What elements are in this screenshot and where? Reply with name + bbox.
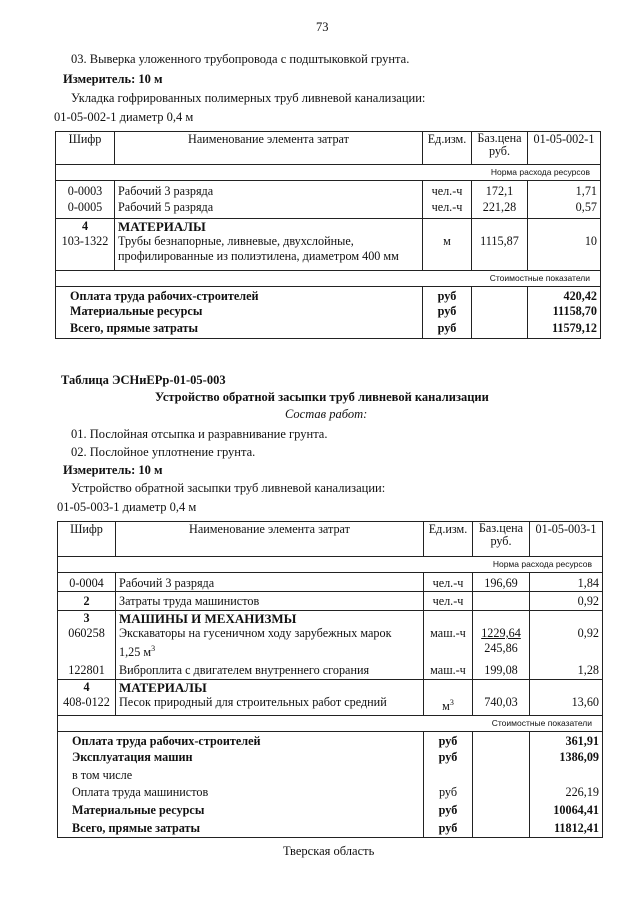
row-name: Рабочий 3 разряда [116, 573, 424, 592]
cost-table-2 [57, 521, 603, 838]
row-value: 13,60 [530, 680, 603, 716]
group-number: 4 [83, 680, 90, 694]
summary-value: 11158,70 [528, 304, 601, 321]
summary-value: 11812,41 [530, 821, 603, 838]
row-price: 172,1 [472, 181, 528, 200]
material-code: 408-0122 [63, 695, 110, 709]
machine-name-line-2: 1,25 $м^3$ [119, 644, 156, 660]
summary-unit: руб [424, 750, 473, 768]
footer-region: Тверская область [283, 844, 375, 858]
summary-name: Эксплуатация машин [58, 750, 424, 768]
row-code: 0-0004 [58, 573, 116, 592]
section-heading: Устройство обратной засыпки труб ливневой канализации [155, 390, 489, 404]
operation-line: 02. Послойное уплотнение грунта. [71, 445, 256, 459]
cost-label: Стоимостные показатели [56, 271, 601, 287]
group-number: 4 [81, 219, 89, 233]
row-code [58, 611, 116, 661]
summary-unit: руб [424, 732, 473, 750]
summary-value: 361,91 [530, 732, 603, 750]
row-price: 1115,87 [472, 219, 528, 271]
group-title: МАТЕРИАЛЫ [118, 219, 206, 234]
row-name: Рабочий 3 разряда [115, 181, 423, 200]
group-number: 2 [58, 592, 116, 611]
summary-name: Всего, прямые затраты [56, 321, 423, 338]
machine-code: 060258 [68, 626, 105, 640]
row-price: 199,08 [473, 661, 530, 680]
row-code [58, 680, 116, 716]
page-number: 73 [316, 20, 329, 34]
row-unit: маш.-ч [424, 661, 473, 680]
row-unit: чел.-ч [423, 181, 472, 200]
row-price: 196,69 [473, 573, 530, 592]
material-name-line-1: Трубы безнапорные, ливневые, двухслойные, [118, 234, 354, 248]
group-title: МАШИНЫ И МЕХАНИЗМЫ [119, 611, 297, 626]
summary-unit: руб [423, 287, 472, 305]
row-value: 1,71 [528, 181, 601, 200]
row-name [115, 219, 423, 271]
summary-name: Материальные ресурсы [58, 803, 424, 821]
machine-price: 1229,64 [481, 626, 521, 640]
cost-label: Стоимостные показатели [58, 716, 603, 732]
row-price: 221,28 [472, 200, 528, 219]
summary-value: 226,19 [530, 785, 603, 803]
summary-name: Оплата труда рабочих-строителей [56, 287, 423, 305]
row-unit: чел.-ч [423, 200, 472, 219]
work-description: Укладка гофрированных полимерных труб ливневой канализации: [71, 91, 426, 105]
summary-name: Оплата труда рабочих-строителей [58, 732, 424, 750]
machine-name-line-1: Экскаваторы на гусеничном ходу зарубежных марок [119, 626, 392, 640]
table-title: Таблица ЭСНиЕРр-01-05-003 [61, 373, 226, 387]
row-value: 10 [528, 219, 601, 271]
row-price [473, 611, 530, 661]
row-name [116, 680, 424, 716]
header-code: Шифр [58, 522, 116, 557]
row-unit: маш.-ч [424, 611, 473, 661]
row-name: Виброплита с двигателем внутреннего сгорания [116, 661, 424, 680]
summary-name: Материальные ресурсы [56, 304, 423, 321]
row-value: 1,28 [530, 661, 603, 680]
row-value: 1,84 [530, 573, 603, 592]
operation-line: 03. Выверка уложенного трубопровода с подштыковкой грунта. [71, 52, 410, 66]
operation-line: 01. Послойная отсыпка и разравнивание грунта. [71, 427, 328, 441]
cost-table-1 [55, 131, 601, 339]
row-name: Рабочий 5 разряда [115, 200, 423, 219]
machinist-price: 245,86 [484, 641, 518, 655]
norm-label: Норма расхода ресурсов [58, 557, 603, 573]
summary-unit: руб [423, 321, 472, 338]
summary-name: Всего, прямые затраты [58, 821, 424, 838]
header-name: Наименование элемента затрат [116, 522, 424, 557]
row-price: 740,03 [473, 680, 530, 716]
row-name [116, 611, 424, 661]
composition-label: Состав работ: [285, 407, 368, 421]
summary-value: 1386,09 [530, 750, 603, 768]
row-code [56, 219, 115, 271]
measure-unit: Измеритель: 10 м [63, 72, 163, 86]
code-line: 01-05-002-1 диаметр 0,4 м [54, 110, 194, 124]
work-description: Устройство обратной засыпки труб ливневой канализации: [71, 481, 386, 495]
material-name: Песок природный для строительных работ средний [119, 695, 387, 709]
material-name-line-2: профилированные из полиэтилена, диаметром 400 мм [118, 249, 399, 263]
summary-value: 420,42 [528, 287, 601, 305]
summary-unit: руб [423, 304, 472, 321]
summary-value: 10064,41 [530, 803, 603, 821]
row-code: 122801 [58, 661, 116, 680]
measure-unit: Измеритель: 10 м [63, 463, 163, 477]
material-code: 103-1322 [61, 234, 109, 248]
summary-name: в том числе [58, 768, 424, 785]
header-unit: Ед.изм. [424, 522, 473, 557]
summary-name: Оплата труда машинистов [58, 785, 424, 803]
header-price: Баз.цена руб. [472, 132, 528, 165]
header-column: 01-05-002-1 [528, 132, 601, 165]
header-code: Шифр [56, 132, 115, 165]
code-line: 01-05-003-1 диаметр 0,4 м [57, 500, 197, 514]
header-unit: Ед.изм. [423, 132, 472, 165]
row-value: 0,92 [530, 611, 603, 661]
header-price: Баз.цена руб. [473, 522, 530, 557]
summary-unit: руб [424, 785, 473, 803]
row-code: 0-0003 [56, 181, 115, 200]
summary-unit: руб [424, 803, 473, 821]
row-unit: $м^3$ [424, 680, 473, 716]
summary-unit: руб [424, 821, 473, 838]
header-name: Наименование элемента затрат [115, 132, 423, 165]
summary-value: 11579,12 [528, 321, 601, 338]
group-number: 3 [83, 611, 90, 625]
group-title: МАТЕРИАЛЫ [119, 680, 207, 695]
row-unit: м [423, 219, 472, 271]
header-column: 01-05-003-1 [530, 522, 603, 557]
group-title: Затраты труда машинистов [116, 592, 424, 611]
row-code: 0-0005 [56, 200, 115, 219]
row-unit: чел.-ч [424, 573, 473, 592]
row-value: 0,57 [528, 200, 601, 219]
row-value: 0,92 [530, 592, 603, 611]
norm-label: Норма расхода ресурсов [56, 165, 601, 181]
row-unit: чел.-ч [424, 592, 473, 611]
